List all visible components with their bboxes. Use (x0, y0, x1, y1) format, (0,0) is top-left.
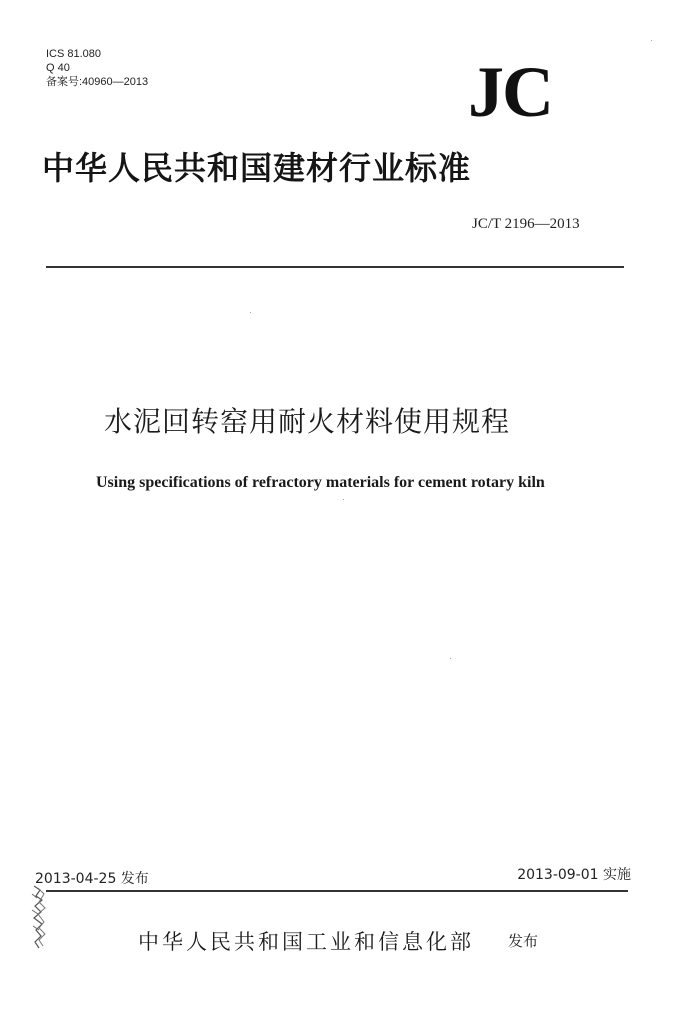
implementation-date: 2013-09-01 实施 (517, 867, 631, 883)
document-title-chinese: 水泥回转窑用耐火材料使用规程 (104, 405, 511, 438)
classification-block (46, 47, 148, 89)
top-divider (46, 266, 624, 268)
publisher-name: 中华人民共和国工业和信息化部 (138, 930, 474, 954)
ics-code: ICS 81.080 (46, 48, 102, 60)
scan-speck (651, 40, 652, 41)
standard-number: JC/T 2196—2013 (472, 216, 580, 232)
scan-speck (450, 658, 451, 659)
binding-stamp-mark (30, 884, 58, 954)
standard-category-title: 中华人民共和国建材行业标准 (42, 149, 472, 187)
issue-date: 2013-04-25 发布 (35, 871, 149, 887)
bottom-divider (46, 890, 628, 892)
publisher-suffix: 发布 (508, 932, 539, 950)
scan-speck (250, 312, 251, 313)
document-title-english: Using specifications of refractory materials for cement rotary kiln (96, 474, 545, 491)
classification-code: Q 40 (46, 62, 70, 74)
jc-logo: JC (468, 52, 552, 132)
scan-speck (343, 499, 344, 500)
record-number: 备案号:40960—2013 (46, 76, 149, 88)
